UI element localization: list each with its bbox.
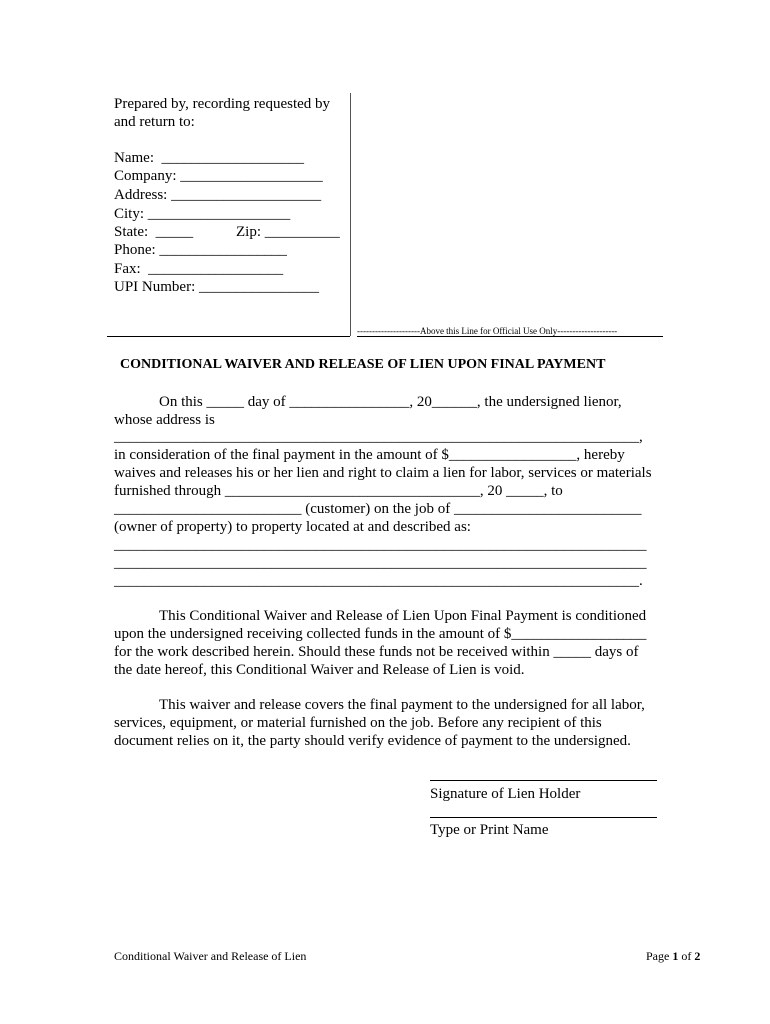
para3-line1: This waiver and release covers the final payment to the undersigned for all labor, [159, 697, 645, 713]
document-title: CONDITIONAL WAIVER AND RELEASE OF LIEN UPON FINAL PAYMENT [120, 357, 606, 372]
company-field: Company: ___________________ [114, 168, 323, 184]
para1-line3: ______________________________________________________________________, [114, 429, 643, 445]
para1-line6: furnished through __________________________________, 20 _____, to [114, 483, 563, 499]
footer-page-number [646, 949, 700, 963]
address-field: Address: ____________________ [114, 187, 322, 203]
page-total: 2 [694, 949, 701, 963]
para1-line9: _______________________________________________________________________ [114, 537, 647, 553]
signature-line [430, 780, 657, 781]
prepared-by-line2: and return to: [114, 114, 195, 130]
para1-line1: On this _____ day of ________________, 20______, the undersigned lienor, [159, 394, 622, 410]
para2-line2: upon the undersigned receiving collected funds in the amount of $__________________ [114, 626, 647, 642]
phone-field: Phone: _________________ [114, 242, 287, 258]
fax-field: Fax: __________________ [114, 261, 284, 277]
para2-line4: the date hereof, this Conditional Waiver and Release of Lien is void. [114, 662, 525, 678]
para2-line3: for the work described herein. Should these funds not be received within _____ days of [114, 644, 639, 660]
para1-line2: whose address is [114, 412, 215, 428]
print-name-label: Type or Print Name [430, 822, 549, 838]
para1-line8: (owner of property) to property located at and described as: [114, 519, 471, 535]
para3-line2: services, equipment, or material furnished on the job. Before any recipient of this [114, 715, 602, 731]
prepared-by-line1: Prepared by, recording requested by [114, 96, 331, 112]
header-divider-horizontal [107, 336, 350, 337]
page-of: of [678, 949, 695, 963]
city-field: City: ___________________ [114, 206, 291, 222]
zip-field: Zip: __________ [236, 224, 340, 240]
signature-label: Signature of Lien Holder [430, 786, 581, 802]
header-divider-vertical [350, 93, 351, 336]
upi-number-field: UPI Number: ________________ [114, 279, 319, 295]
para1-line11: ______________________________________________________________________. [114, 573, 643, 589]
official-use-line: ---------------------Above this Line for Official Use Only-------------------- [357, 326, 618, 336]
para2-line1: This Conditional Waiver and Release of Lien Upon Final Payment is conditioned [159, 608, 647, 624]
state-field: State: _____ [114, 224, 194, 240]
page-current: 1 [672, 949, 679, 963]
name-field: Name: ___________________ [114, 150, 304, 166]
para3-line3: document relies on it, the party should verify evidence of payment to the undersigned. [114, 733, 631, 749]
footer-title: Conditional Waiver and Release of Lien [114, 949, 307, 963]
page-prefix: Page [646, 949, 673, 963]
official-use-underline [357, 336, 663, 337]
para1-line10: _______________________________________________________________________ [114, 555, 647, 571]
para1-line5: waives and releases his or her lien and right to claim a lien for labor, services or materials [114, 465, 652, 481]
para1-line4: in consideration of the final payment in the amount of $_________________, hereby [114, 447, 625, 463]
print-name-line [430, 817, 657, 818]
para1-line7: _________________________ (customer) on the job of _________________________ [114, 501, 642, 517]
